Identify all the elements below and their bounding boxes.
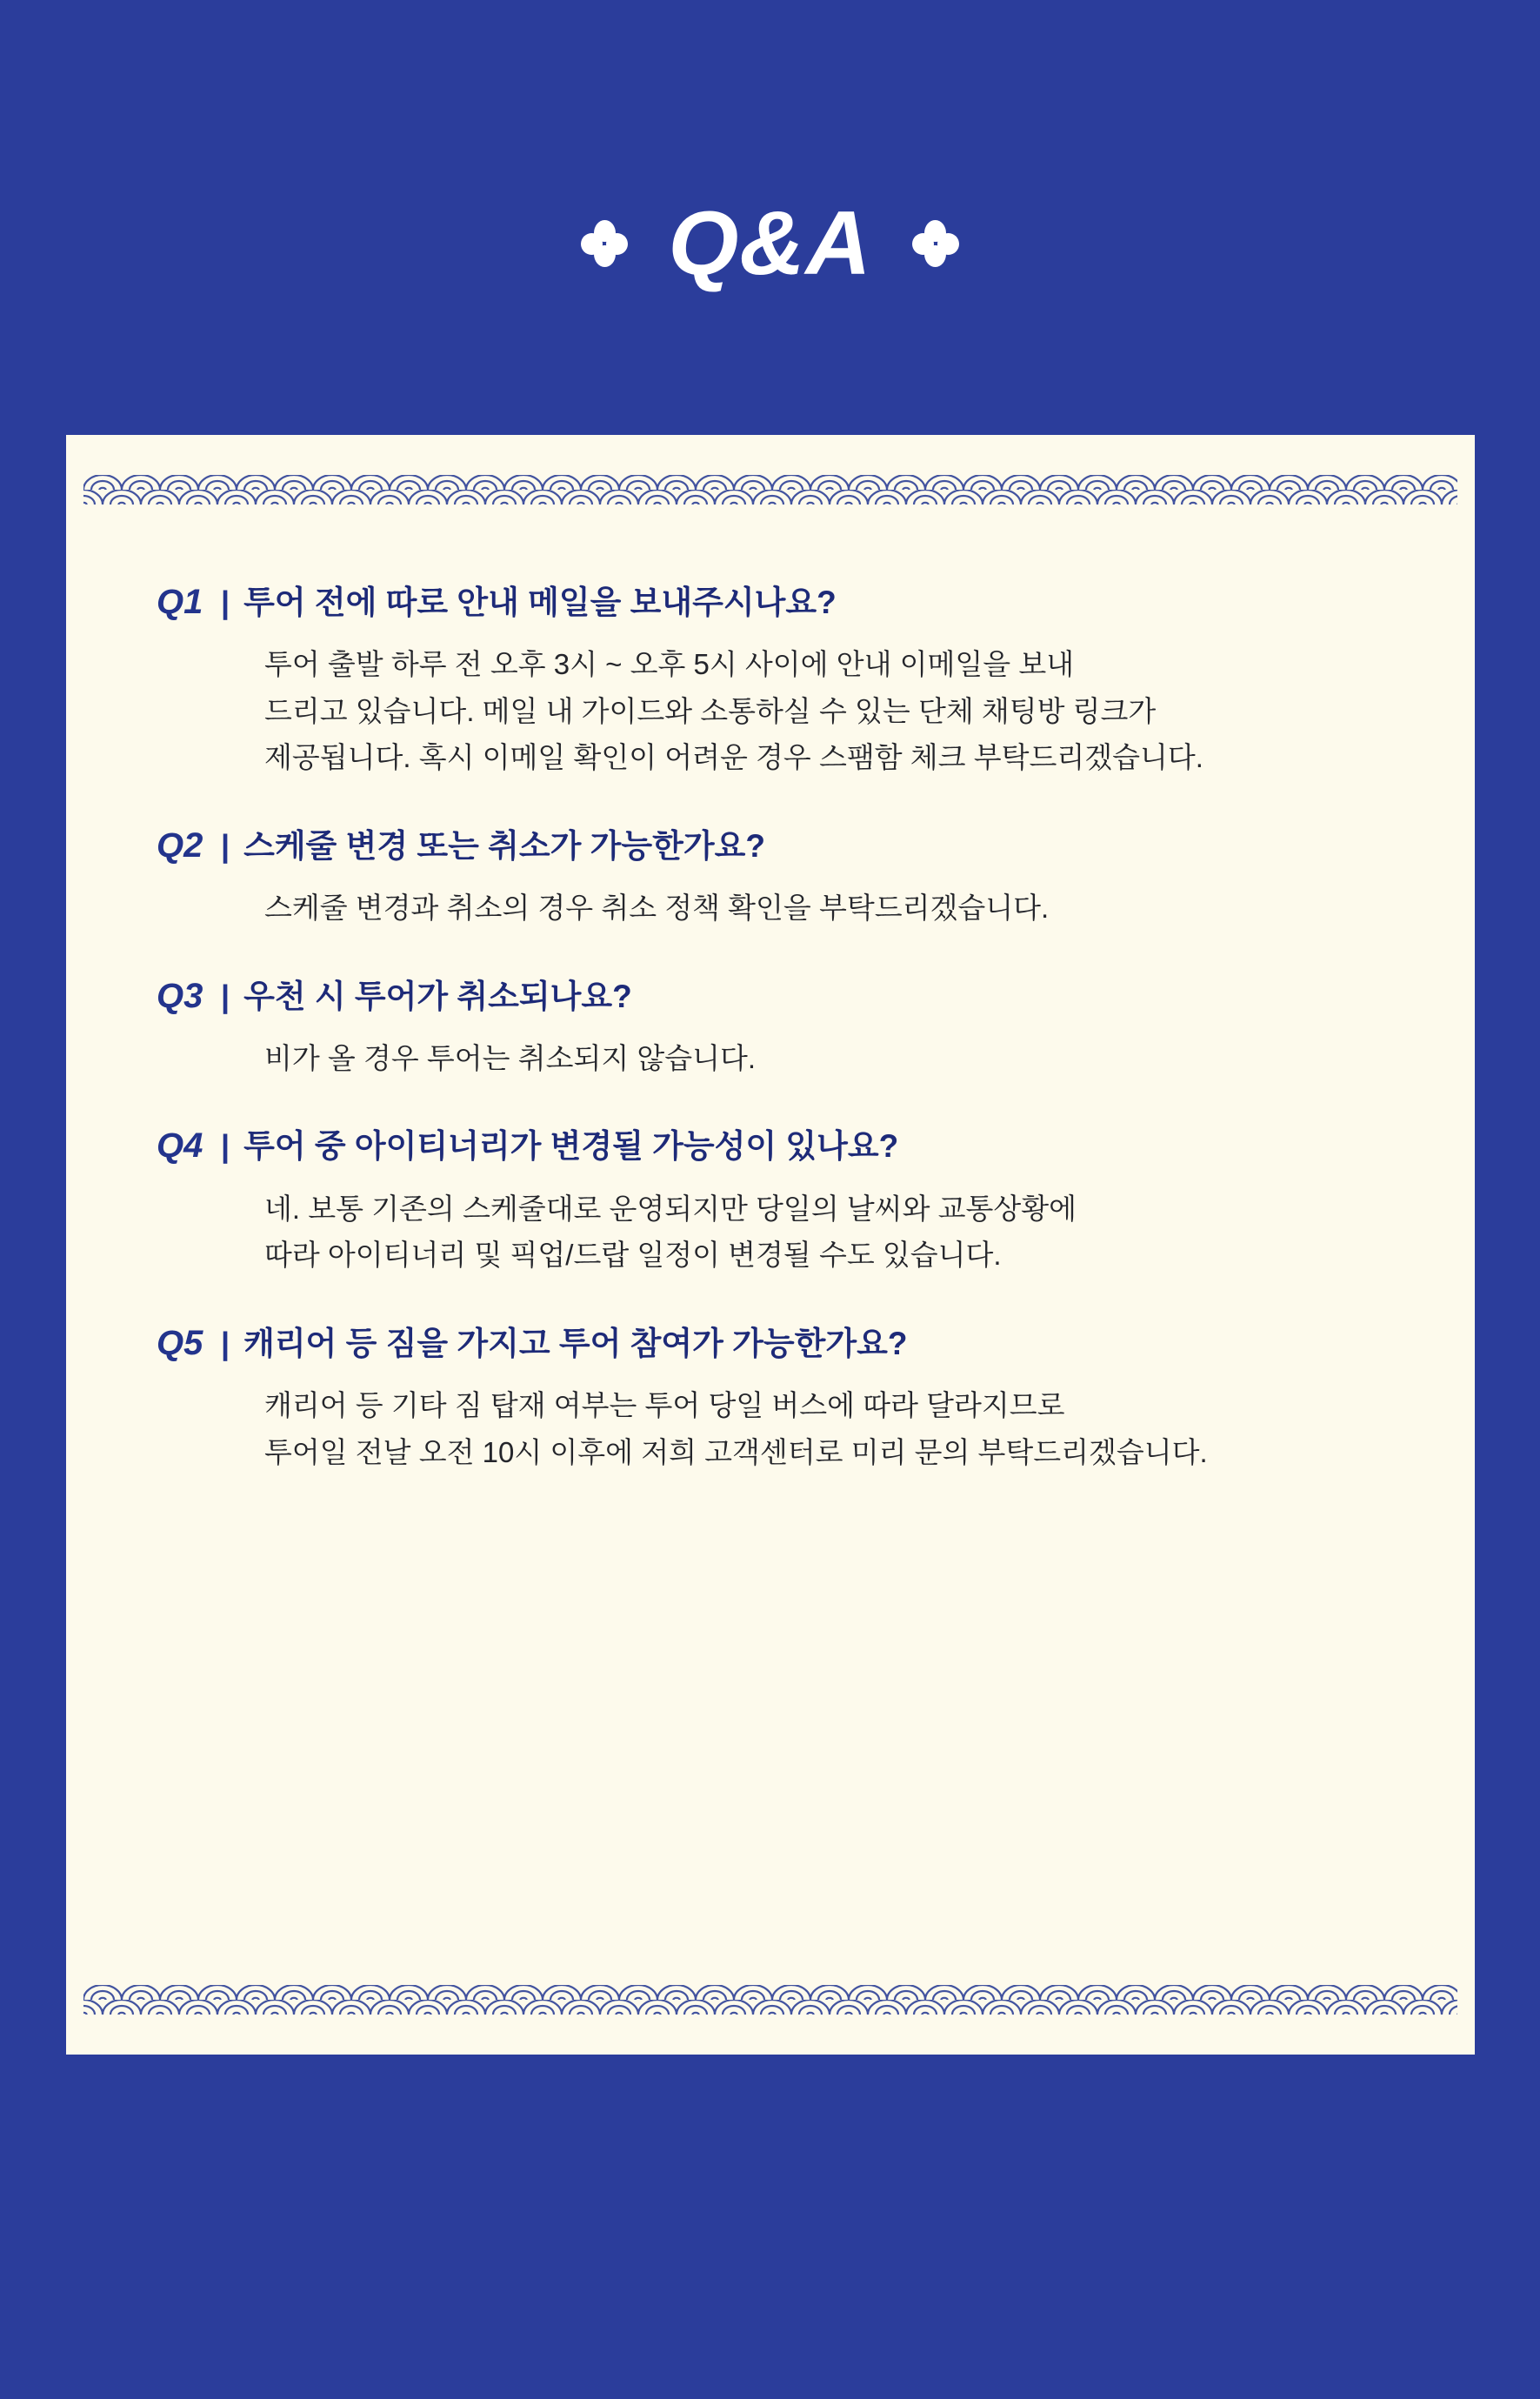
qa-separator: |	[221, 978, 230, 1014]
qa-number: Q4	[157, 1126, 203, 1166]
wave-divider-bottom	[83, 1985, 1457, 2015]
qa-list	[66, 583, 1475, 1475]
qa-number: Q3	[157, 976, 203, 1015]
qa-separator: |	[221, 1128, 230, 1165]
qa-item	[157, 583, 1402, 781]
flower-ornament-icon	[912, 220, 959, 267]
qa-question-row	[157, 1324, 1402, 1363]
qa-answer-line: 따라 아이티너리 및 픽업/드랍 일정이 변경될 수도 있습니다.	[264, 1239, 1002, 1272]
flower-ornament-icon	[581, 220, 628, 267]
qa-question-text: 투어 전에 따로 안내 메일을 보내주시나요?	[243, 585, 837, 620]
qa-answer	[264, 1382, 1402, 1475]
qa-item	[157, 977, 1402, 1082]
qa-question-row	[157, 977, 1402, 1016]
qa-answer-line: 스케줄 변경과 취소의 경우 취소 정책 확인을 부탁드리겠습니다.	[264, 892, 1050, 925]
qa-question-text: 캐리어 등 짐을 가지고 투어 참여가 가능한가요?	[243, 1325, 908, 1361]
qa-answer-line: 투어 출발 하루 전 오후 3시 ~ 오후 5시 사이에 안내 이메일을 보내	[264, 648, 1075, 681]
qa-answer-line: 네. 보통 기존의 스케줄대로 운영되지만 당일의 날씨와 교통상황에	[264, 1192, 1077, 1225]
qa-answer-line: 비가 올 경우 투어는 취소되지 않습니다.	[264, 1041, 757, 1074]
wave-divider-top	[83, 475, 1457, 505]
qa-question-row	[157, 1126, 1402, 1166]
page-header	[0, 193, 1540, 294]
qa-answer-line: 제공됩니다. 혹시 이메일 확인이 어려운 경우 스팸함 체크 부탁드리겠습니다.	[264, 741, 1203, 774]
qa-answer	[264, 1186, 1402, 1279]
qa-separator: |	[221, 1325, 230, 1361]
qa-item	[157, 826, 1402, 932]
qa-answer-line: 투어일 전날 오전 10시 이후에 저희 고객센터로 미리 문의 부탁드리겠습니다.	[264, 1435, 1208, 1468]
qa-question-row	[157, 826, 1402, 865]
qa-question-text: 투어 중 아이티너리가 변경될 가능성이 있나요?	[243, 1128, 899, 1165]
qa-question-text: 우천 시 투어가 취소되나요?	[243, 978, 632, 1014]
qa-item	[157, 1324, 1402, 1475]
qa-question-row	[157, 583, 1402, 622]
qa-answer	[264, 1035, 1402, 1081]
page-title: Q&A	[668, 193, 872, 294]
qa-answer-line: 드리고 있습니다. 메일 내 가이드와 소통하실 수 있는 단체 채팅방 링크가	[264, 694, 1157, 727]
qa-number: Q5	[157, 1323, 203, 1362]
qa-separator: |	[221, 585, 230, 620]
qa-answer	[264, 641, 1402, 780]
qa-answer	[264, 885, 1402, 931]
qa-number: Q1	[157, 583, 203, 621]
qa-number: Q2	[157, 825, 203, 865]
qa-item	[157, 1126, 1402, 1278]
qa-question-text: 스케줄 변경 또는 취소가 가능한가요?	[243, 827, 765, 864]
qa-answer-line: 캐리어 등 기타 짐 탑재 여부는 투어 당일 버스에 따라 달라지므로	[264, 1389, 1065, 1422]
qa-card	[66, 435, 1475, 2055]
qa-separator: |	[221, 827, 230, 864]
